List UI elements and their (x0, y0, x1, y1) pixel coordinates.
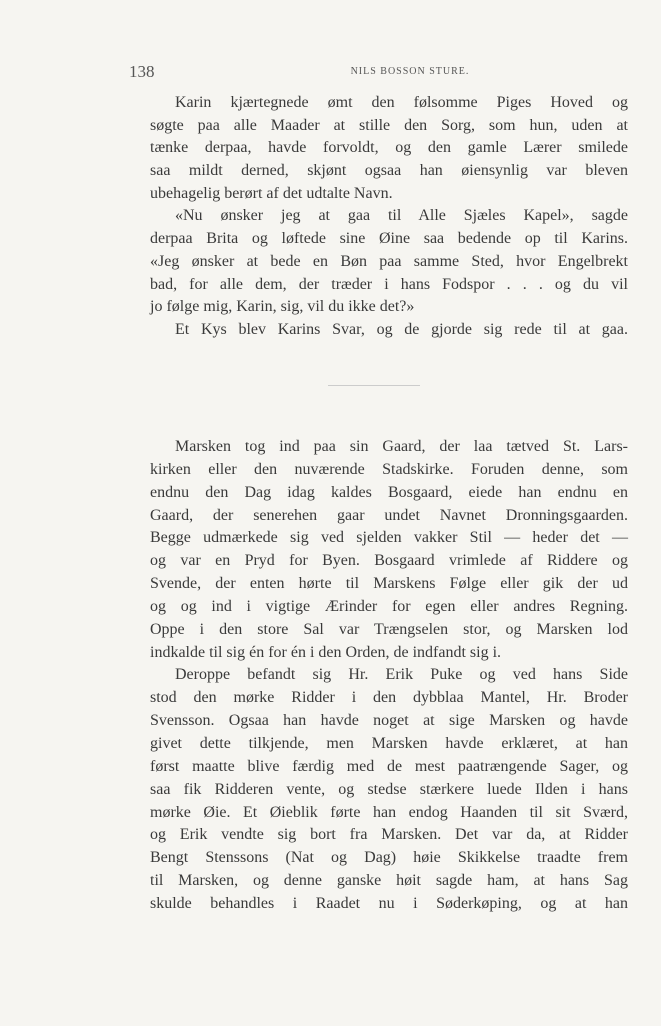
text-line: og og ind i vigtige Ærinder for egen eller andres Regning. (150, 597, 628, 615)
text-line: Svensson. Ogsaa han havde noget at sige Marsken og havde (150, 712, 628, 730)
section-divider (328, 385, 420, 386)
text-line: givet dette tilkjende, men Marsken havde erklæret, at han (150, 734, 628, 752)
text-line: og Erik vendte sig bort fra Marsken. Det var da, at Ridder (150, 826, 628, 844)
text-line: ubehagelig berørt af det udtalte Navn. (150, 184, 393, 202)
section-1-text (150, 92, 628, 342)
text-line: først maatte blive færdig med de mest paatrængende Sager, og (150, 757, 628, 775)
text-line: kirken eller den nuværende Stadskirke. Foruden denne, som (150, 460, 628, 478)
running-title: NILS BOSSON STURE. (350, 66, 470, 77)
text-line: Marsken tog ind paa sin Gaard, der laa tætved St. Lars- (175, 438, 628, 455)
text-line: Begge udmærkede sig ved sjelden vakker Stil — heder det — (150, 529, 628, 547)
text-line: skulde behandles i Raadet nu i Søderkøping, og at han (150, 894, 628, 912)
text-line: Et Kys blev Karins Svar, og de gjorde sig rede til at gaa. (175, 320, 628, 338)
text-line: jo følge mig, Karin, sig, vil du ikke det?» (150, 298, 415, 316)
text-line: «Nu ønsker jeg at gaa til Alle Sjæles Kapel», sagde (175, 207, 628, 225)
text-line: til Marsken, og denne ganske høit sagde ham, at hans Sag (150, 872, 628, 890)
section-2-text (150, 436, 628, 916)
text-line: mørke Øie. Et Øieblik førte han endog Haanden til sit Sværd, (150, 803, 628, 821)
text-line: tænke derpaa, havde forvoldt, og den gamle Lærer smilede (150, 139, 628, 157)
text-line: og var en Pryd for Byen. Bosgaard vrimlede af Riddere og (150, 552, 628, 570)
text-line: Svende, der enten hørte til Marskens Følge eller gik der ud (150, 575, 628, 593)
text-line: Bengt Stenssons (Nat og Dag) høie Skikkelse traadte frem (150, 849, 628, 867)
text-line: søgte paa alle Maader at stille den Sorg, som hun, uden at (150, 116, 628, 134)
text-line: bad, for alle dem, der træder i hans Fodspor . . . og du vil (150, 275, 628, 293)
text-line: Gaard, der senerehen gaar undet Navnet Dronningsgaarden. (150, 506, 628, 524)
text-line: saa fik Ridderen vente, og stedse stærkere luede Ilden i hans (150, 780, 628, 798)
text-line: Oppe i den store Sal var Trængselen stor, og Marsken lod (150, 620, 628, 638)
text-line: Karin kjærtegnede ømt den følsomme Piges Hoved og (175, 94, 628, 111)
text-line: Deroppe befandt sig Hr. Erik Puke og ved hans Side (175, 666, 628, 684)
text-line: stod den mørke Ridder i den dybblaa Mantel, Hr. Broder (150, 689, 628, 707)
text-line: derpaa Brita og løftede sine Øine saa bedende op til Karins. (150, 230, 628, 248)
text-line: indkalde til sig én for én i den Orden, de indfandt sig i. (150, 643, 502, 661)
text-line: saa mildt derned, skjønt ogsaa han øiensynlig var bleven (150, 162, 628, 180)
text-line: endnu den Dag idag kaldes Bosgaard, eiede han endnu en (150, 483, 628, 501)
page-number: 138 (129, 62, 155, 81)
text-line: «Jeg ønsker at bede en Bøn paa samme Sted, hvor Engelbrekt (150, 252, 628, 270)
